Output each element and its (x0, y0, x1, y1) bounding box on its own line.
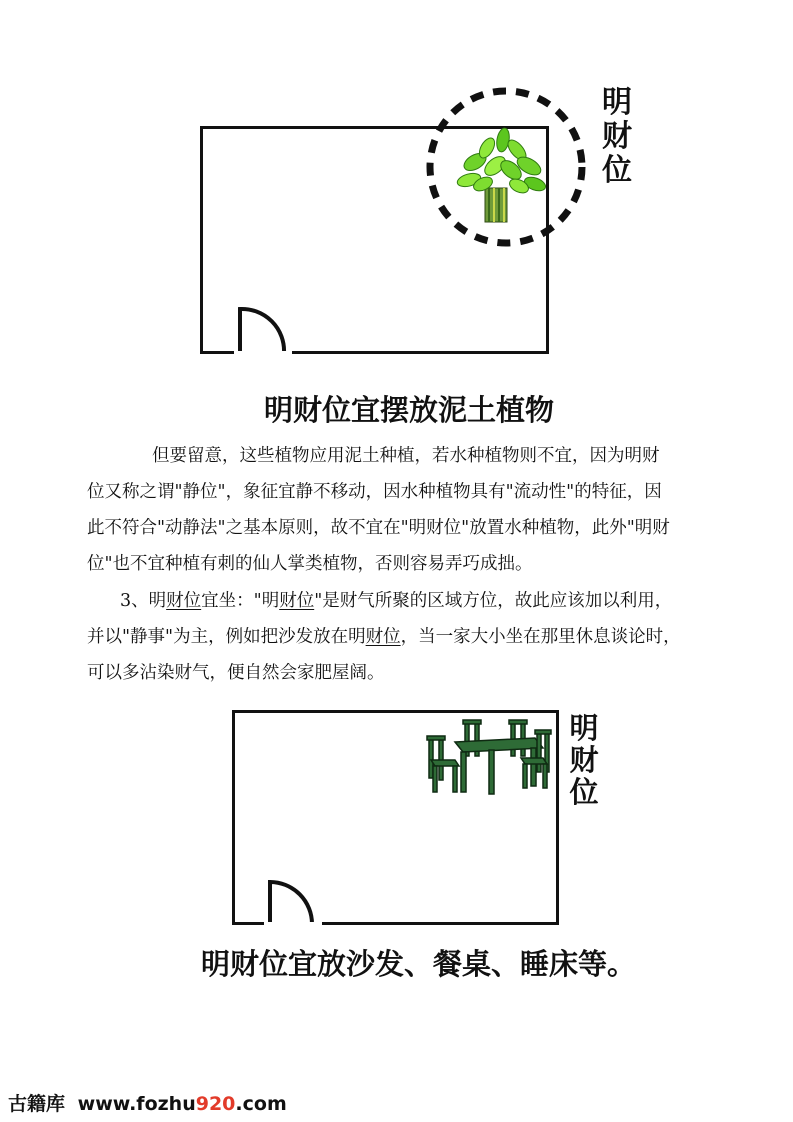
underlined-term: 财位 (279, 591, 315, 611)
paragraph-line: 位又称之谓"静位"，象征宜静不移动，因水种植物具有"流动性"的特征，因 (87, 482, 662, 502)
site-url[interactable]: www.fozhu920.com (77, 1093, 287, 1115)
paragraph-line: 位"也不宜种植有刺的仙人掌类植物，否则容易弄巧成拙。 (87, 554, 533, 574)
underlined-term: 财位 (365, 627, 401, 647)
paragraph-line: 可以多沾染财气，便自然会家肥屋阔。 (87, 663, 385, 683)
underlined-term: 财位 (166, 591, 202, 611)
wealth-position-label-1: 明财位 (602, 85, 632, 188)
figure-caption-1: 明财位宜摆放泥土植物 (264, 393, 555, 427)
figure-caption-2: 明财位宜放沙发、餐桌、睡床等。 (201, 947, 637, 981)
site-name: 古籍库 (8, 1093, 66, 1115)
paragraph-line: 3、明财位宜坐："明财位"是财气所聚的区域方位，故此应该加以利用， (120, 591, 673, 611)
site-watermark (8, 1089, 287, 1116)
potted-plant-icon (455, 126, 550, 226)
door-arc-icon (234, 305, 294, 355)
door-arc-icon (264, 876, 324, 926)
dining-table-icon (425, 718, 555, 800)
wealth-position-label-2: 明财位 (569, 711, 599, 809)
paragraph-line: 但要留意，这些植物应用泥土种植，若水种植物则不宜，因为明财 (152, 446, 660, 466)
paragraph-line: 并以"静事"为主，例如把沙发放在明财位，当一家大小坐在那里休息谈论时， (87, 627, 681, 647)
paragraph-line: 此不符合"动静法"之基本原则，故不宜在"明财位"放置水种植物，此外"明财 (87, 518, 670, 538)
